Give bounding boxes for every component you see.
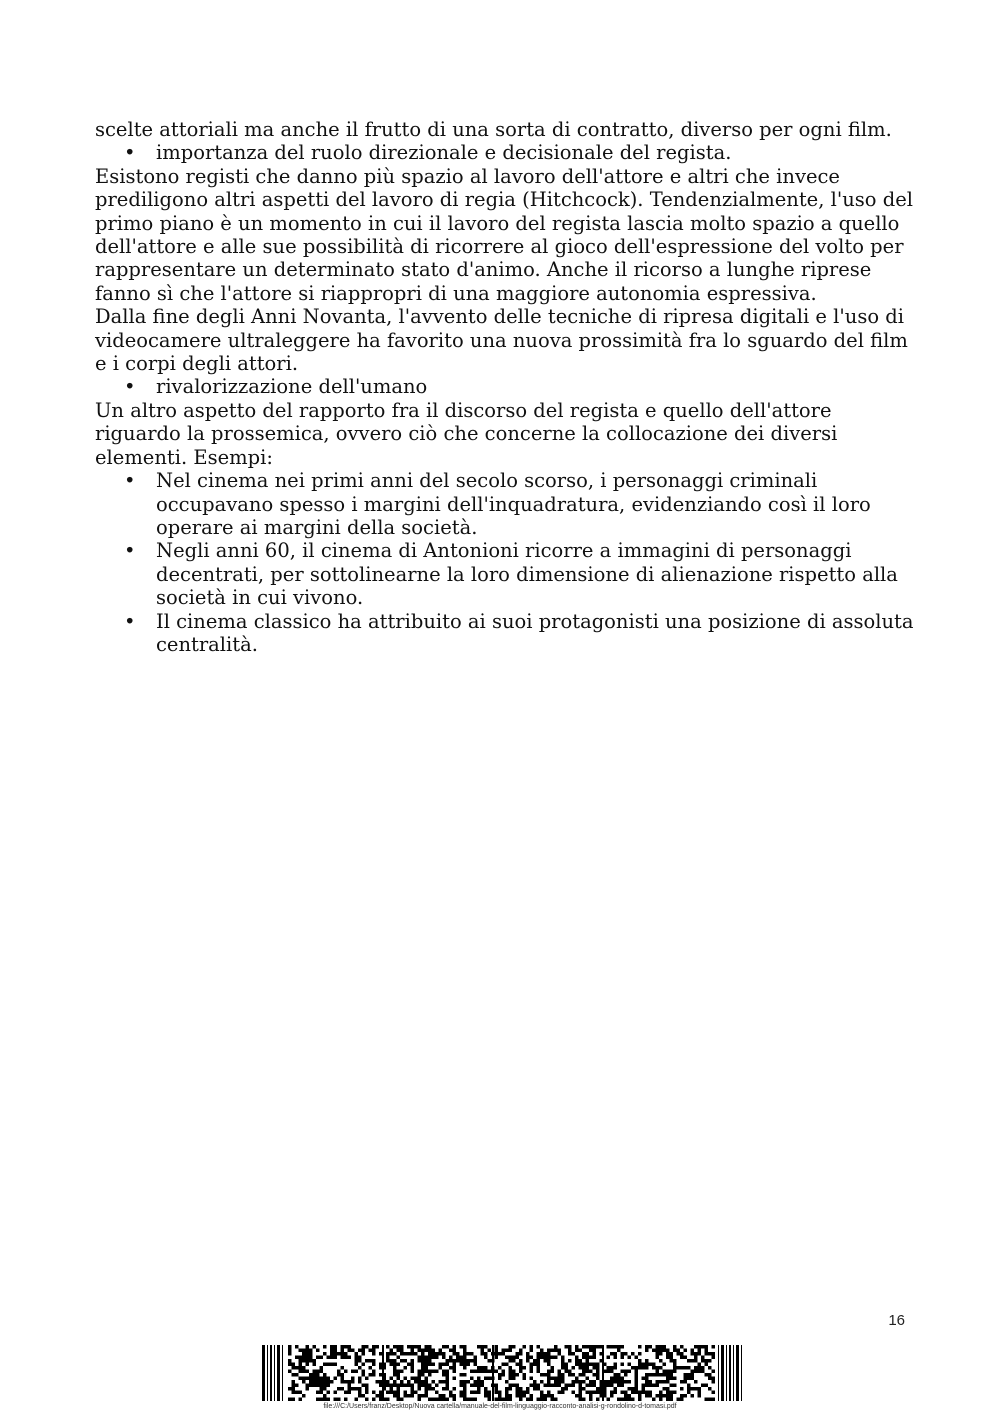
paragraph: Dalla fine degli Anni Novanta, l'avvento delle tecniche di ripresa digitali e l'uso di videocamere ultraleggere ha favorito una nuova prossimità fra lo sguardo del film e i corpi degli attori. — [95, 305, 908, 376]
paragraph: Esistono registi che danno più spazio al lavoro dell'attore e altri che invece prediligono altri aspetti del lavoro di regia (Hitchcock). Tendenzialmente, l'uso del primo piano è un momento in cui il lavoro del regista lascia molto spazio a quello dell'attore e alle sue possibilità di ricorrere al gioco dell'espressione del volto per rappresentare un determinato stato d'animo. Anche il ricorso a lunghe riprese fanno sì che l'attore si riappropri di una maggiore autonomia espressiva. — [95, 164, 913, 305]
bullet-item: • rivalorizzazione dell'umano — [95, 375, 915, 398]
bullet-list — [95, 141, 915, 164]
paragraph: scelte attoriali ma anche il frutto di una sorta di contratto, diverso per ogni film. — [95, 118, 892, 141]
page-body — [95, 118, 915, 656]
barcode-icon — [262, 1345, 742, 1401]
example-item: • Negli anni 60, il cinema di Antonioni ricorre a immagini di personaggi decentrati, per sottolinearne la loro dimensione di alienazione rispetto alla società in cui vivono. — [95, 539, 915, 609]
example-item: • Il cinema classico ha attribuito ai suoi protagonisti una posizione di assoluta centralità. — [95, 610, 915, 657]
barcode-graphic — [262, 1345, 742, 1401]
bullet-list — [95, 375, 915, 398]
examples-list — [95, 469, 915, 656]
page-number: 16 — [888, 1312, 905, 1329]
file-path-label: file:///C:/Users/franz/Desktop/Nuova cartella/manuale-del-film-linguaggio-racconto-analisi-g-rondolino-d-tomasi.pdf — [323, 1403, 677, 1410]
paragraph: Un altro aspetto del rapporto fra il discorso del regista e quello dell'attore riguardo la prossemica, ovvero ciò che concerne la collocazione dei diversi elementi. Esempi: — [95, 398, 838, 469]
example-item: • Nel cinema nei primi anni del secolo scorso, i personaggi criminali occupavano spesso i margini dell'inquadratura, evidenziando così il loro operare ai margini della società. — [95, 469, 915, 539]
bullet-item: • importanza del ruolo direzionale e decisionale del regista. — [95, 141, 915, 164]
